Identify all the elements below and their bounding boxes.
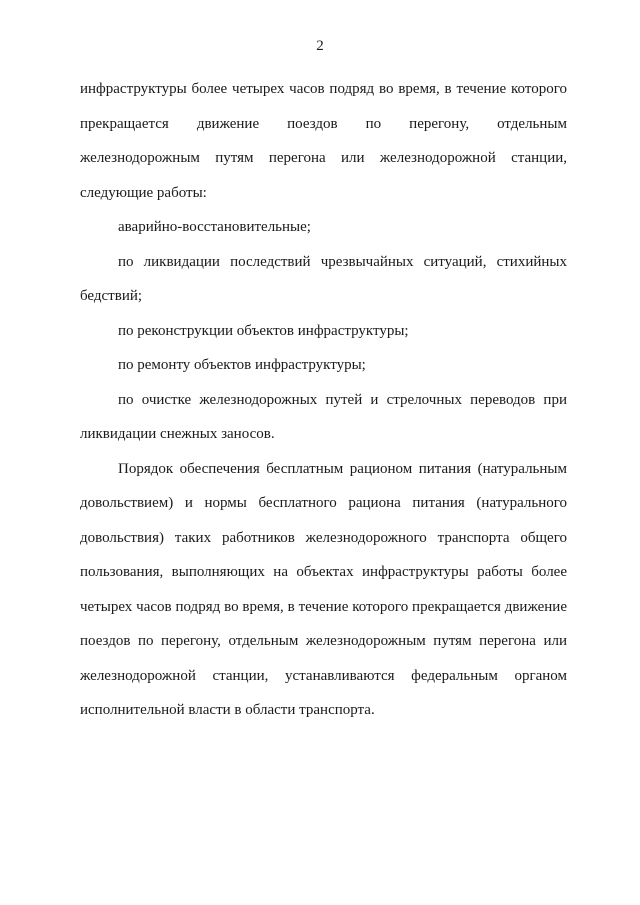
paragraph-continuation: инфраструктуры более четырех часов подряд во время, в течение которого прекращается движение поездов по перегону, отдельным железнодорожным путям перегона или железнодорожной станции, следующие работы: bbox=[80, 81, 567, 201]
list-item-reconstruction: по реконструкции объектов инфраструктуры; bbox=[118, 322, 409, 339]
list-item-snow-clearing: по очистке железнодорожных путей и стрелочных переводов при ликвидации снежных заносов. bbox=[80, 391, 567, 442]
list-item-repair: по ремонту объектов инфраструктуры; bbox=[118, 357, 366, 373]
list-item-emergency-recovery: аварийно-восстановительные; bbox=[118, 219, 311, 235]
page-number: 2 bbox=[316, 38, 324, 54]
document-body bbox=[80, 72, 567, 728]
list-item-disaster-liquidation: по ликвидации последствий чрезвычайных ситуаций, стихийных бедствий; bbox=[80, 253, 567, 304]
paragraph-procedure: Порядок обеспечения бесплатным рационом питания (натуральным довольствием) и нормы бесплатного рациона питания (натурального довольствия) таких работников железнодорожного транспорта общего пользования, выполняющих на объектах инфраструктуры работы более четырех часов подряд во время, в течение которого прекращается движение поездов по перегону, отдельным железнодорожным путям перегона или железнодорожной станции, устанавливаются федеральным органом исполнительной власти в области транспорта. bbox=[80, 460, 567, 718]
